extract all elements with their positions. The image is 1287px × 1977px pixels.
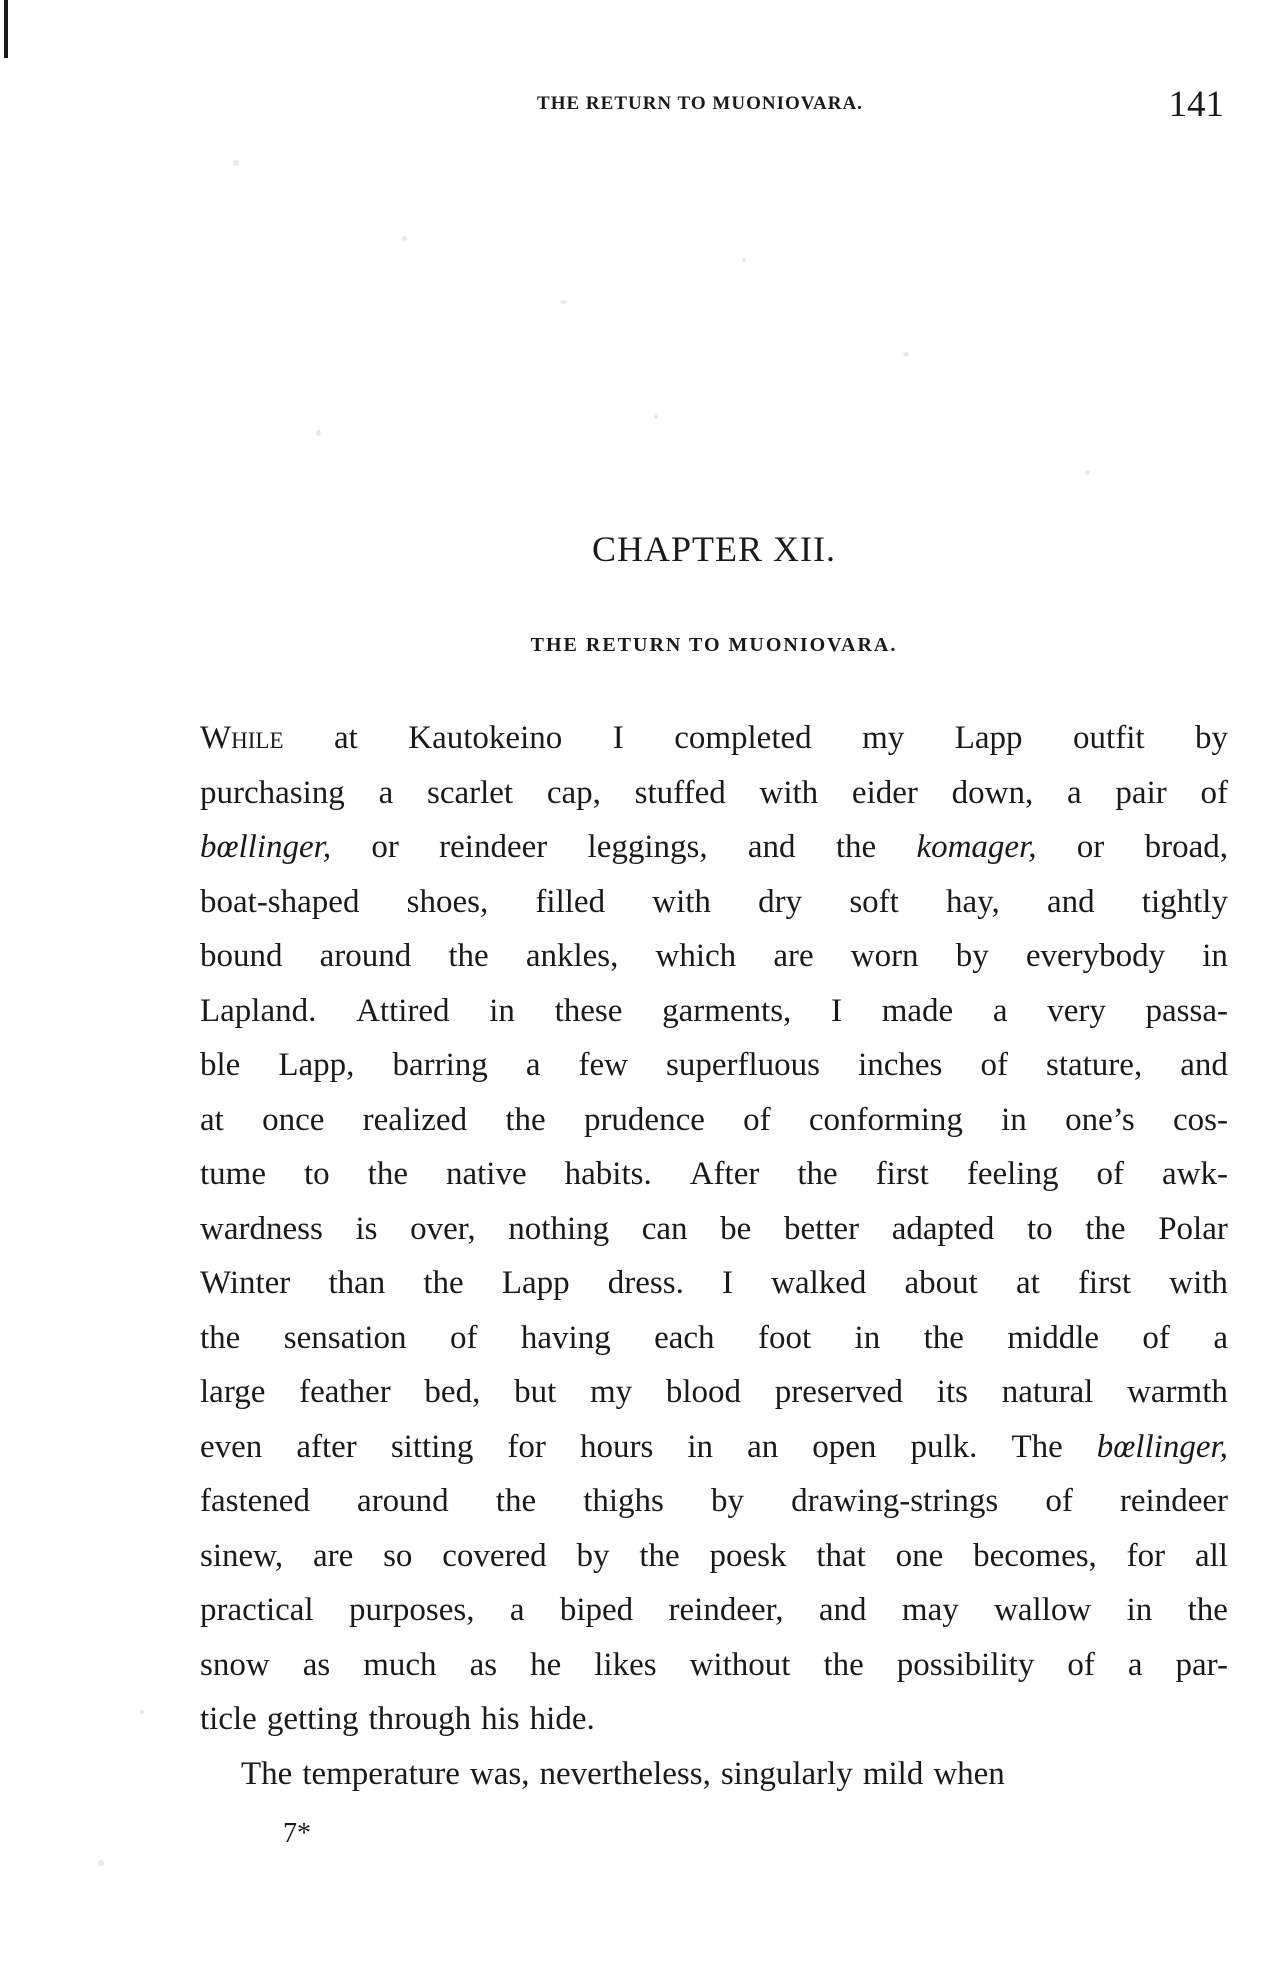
text-line: Winter than the Lapp dress. I walked about at first with	[200, 1265, 1228, 1301]
chapter-number: CHAPTER XII.	[592, 529, 836, 569]
text-line: ble Lapp, barring a few superfluous inches of stature, and	[200, 1047, 1228, 1083]
print-speckle	[1085, 470, 1090, 475]
text-line: at once realized the prudence of conforming in one’s cos-	[200, 1101, 1228, 1138]
text-line: boat-shaped shoes, filled with dry soft hay, and tightly	[200, 883, 1228, 920]
print-speckle	[903, 352, 909, 357]
text-line: purchasing a scarlet cap, stuffed with eider down, a pair of	[200, 774, 1228, 811]
text-line: bound around the ankles, which are worn by everybody in	[200, 938, 1228, 974]
print-speckle	[402, 236, 407, 241]
text-line: tume to the native habits. After the first feeling of awk-	[200, 1156, 1228, 1192]
print-speckle	[140, 1710, 144, 1714]
print-speckle	[560, 300, 567, 304]
text-line: practical purposes, a biped reindeer, and may wallow in the	[200, 1592, 1228, 1628]
text-line: sinew, are so covered by the poesk that one becomes, for all	[200, 1537, 1228, 1574]
text-line: fastened around the thighs by drawing-strings of reindeer	[200, 1483, 1228, 1519]
page-number: 141	[1168, 84, 1224, 125]
print-speckle	[233, 160, 239, 166]
print-speckle	[742, 258, 746, 262]
text-line: wardness is over, nothing can be better adapted to the Polar	[200, 1210, 1228, 1247]
text-line: the sensation of having each foot in the middle of a	[200, 1319, 1228, 1356]
chapter-title: THE RETURN TO MUONIOVARA.	[530, 634, 898, 656]
running-title: THE RETURN TO MUONIOVARA.	[537, 93, 863, 114]
text-line: even after sitting for hours in an open pulk. The bœllinger,	[200, 1428, 1228, 1465]
text-line: Lapland. Attired in these garments, I made a very passa-	[200, 992, 1228, 1029]
text-line: snow as much as he likes without the possibility of a par-	[200, 1646, 1228, 1683]
print-speckle	[98, 1860, 104, 1866]
text-line: The temperature was, nevertheless, singularly mild when	[241, 1755, 1005, 1792]
running-head	[200, 83, 1228, 129]
text-line: ticle getting through his hide.	[200, 1701, 595, 1737]
body-text	[200, 711, 1228, 1801]
binding-edge-mark	[4, 0, 8, 58]
print-speckle	[316, 430, 321, 436]
text-line: bœllinger, or reindeer leggings, and the komager, or broad,	[200, 829, 1228, 865]
text-line: large feather bed, but my blood preserved its natural warmth	[200, 1374, 1228, 1410]
text-line: While at Kautokeino I completed my Lapp outfit by	[200, 720, 1228, 756]
signature-mark: 7*	[283, 1818, 311, 1849]
print-speckle	[654, 415, 658, 419]
